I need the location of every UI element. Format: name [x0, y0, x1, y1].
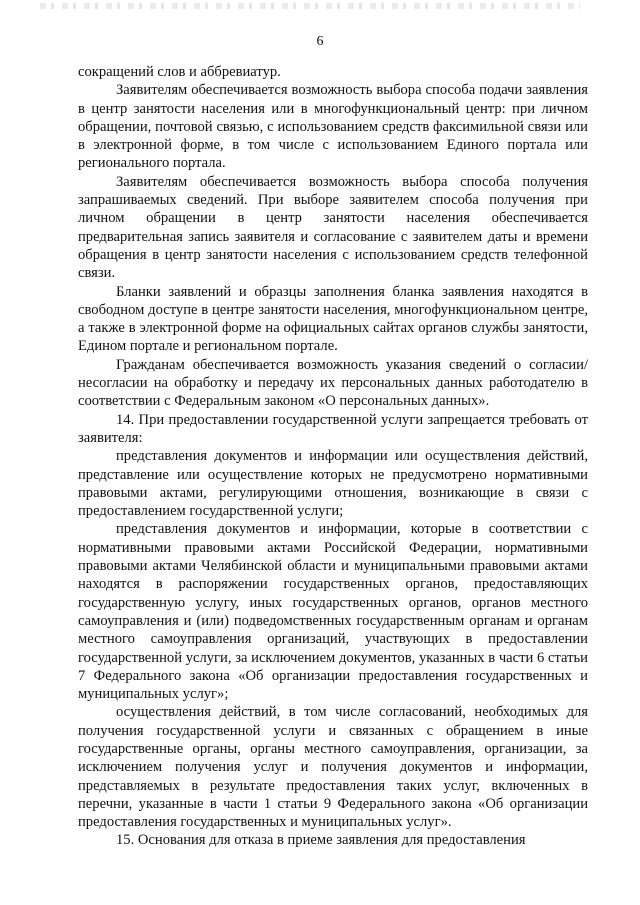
paragraph: представления документов и информации, которые в соответствии с нормативными правовыми актами Российской Федерации, нормативными правовыми актами Челябинской области и муниципальными правовыми актами находятся в распоряжении государственных органов, предоставляющих государственную услугу, иных государственных органов, органов местного самоуправления и (или) подведомственных государственным органам и органам местного самоуправления организаций, участвующих в предоставлении государственной услуги, за исключением документов, указанных в части 6 статьи 7 Федерального закона «Об организации предоставления государственных и муниципальных услуг»; — [78, 521, 588, 703]
paragraph: Заявителям обеспечивается возможность выбора способа получения запрашиваемых сведений. При выборе заявителем способа получения при личном обращении в центр занятости населения обеспечивается предварительная запись заявителя и согласование с заявителем даты и времени обращения в центр занятости населения с использованием средств телефонной связи. — [78, 173, 588, 282]
document-body — [78, 63, 588, 850]
paragraph: 15. Основания для отказа в приеме заявления для предоставления — [116, 832, 526, 849]
paragraph: представления документов и информации или осуществления действий, представление или осуществление которых не предусмотрено нормативными правовыми актами, регулирующими отношения, возникающие в связи с предоставлением государственной услуги; — [78, 448, 588, 520]
paragraph: осуществления действий, в том числе согласований, необходимых для получения государственной услуги и связанных с обращением в иные государственные органы, органы местного самоуправления, организации, за исключением получения услуг и получения документов и информации, представляемых в результате предоставления таких услуг, включенных в перечни, указанные в части 1 статьи 9 Федерального закона «Об организации предоставления государственных и муниципальных услуг». — [78, 704, 588, 831]
scan-artifact — [40, 3, 580, 9]
page-number: 6 — [316, 34, 324, 49]
paragraph: Заявителям обеспечивается возможность выбора способа подачи заявления в центр занятости населения или в многофункциональный центр: при личном обращении, почтовой связью, с использованием средств факсимильной связи или в электронной форме, в том числе с использованием Единого портала или регионального портала. — [78, 82, 588, 172]
paragraph: сокращений слов и аббревиатур. — [78, 64, 281, 80]
paragraph: Бланки заявлений и образцы заполнения бланка заявления находятся в свободном доступе в центре занятости населения, многофункциональном центре, а также в электронной форме на официальных сайтах органов службы занятости, Едином портале и региональном портале. — [78, 283, 588, 355]
paragraph: 14. При предоставлении государственной услуги запрещается требовать от заявителя: — [78, 411, 588, 446]
paragraph: Гражданам обеспечивается возможность указания сведений о согласии/несогласии на обработку и передачу их персональных данных работодателю в соответствии с Федеральным законом «О персональных данных». — [78, 356, 588, 410]
